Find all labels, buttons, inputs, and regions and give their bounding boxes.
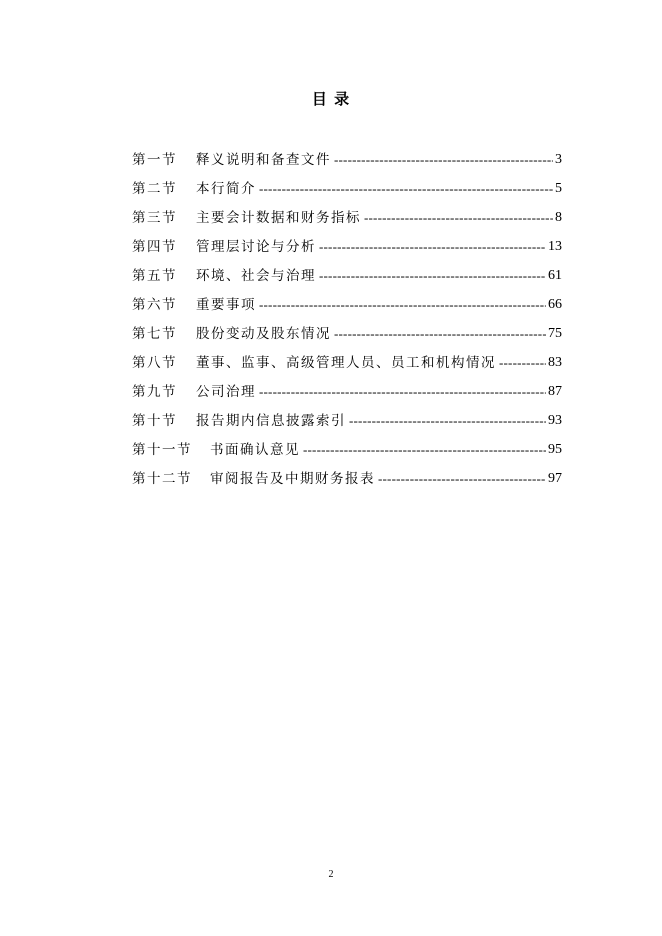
toc-dot-leader <box>259 297 546 313</box>
toc-row-12[interactable] <box>132 464 562 493</box>
toc-dot-leader <box>259 384 546 400</box>
toc-entry-title: 报告期内信息披露索引 <box>196 412 346 429</box>
toc-section-label: 第三节 <box>132 209 177 226</box>
toc-page-number: 3 <box>555 151 562 167</box>
toc-page-number: 5 <box>555 180 562 196</box>
toc-page-number: 95 <box>548 441 562 457</box>
toc-dot-leader <box>378 471 546 487</box>
toc-dot-leader <box>259 181 553 197</box>
toc-section-label: 第十节 <box>132 412 177 429</box>
toc-section-label: 第五节 <box>132 267 177 284</box>
toc-entry-title: 重要事项 <box>196 296 256 313</box>
toc-section-label: 第四节 <box>132 238 177 255</box>
toc-entry-title: 环境、社会与治理 <box>196 267 316 284</box>
toc-section-label: 第十一节 <box>132 441 192 458</box>
toc-page-number: 87 <box>548 383 562 399</box>
toc-row-7[interactable] <box>132 319 562 348</box>
toc-entry-title: 释义说明和备查文件 <box>196 151 331 168</box>
toc-entry-title: 书面确认意见 <box>210 441 300 458</box>
toc-page-number: 13 <box>548 238 562 254</box>
toc-row-1[interactable] <box>132 145 562 174</box>
toc-section-label: 第十二节 <box>132 470 192 487</box>
toc-row-10[interactable] <box>132 406 562 435</box>
toc-dot-leader <box>334 326 546 342</box>
page-title: 目 录 <box>311 90 351 108</box>
toc-page-number: 75 <box>548 325 562 341</box>
toc-page-number: 93 <box>548 412 562 428</box>
toc-row-11[interactable] <box>132 435 562 464</box>
toc-dot-leader <box>303 442 546 458</box>
toc-entry-title: 公司治理 <box>196 383 256 400</box>
toc-page-number: 83 <box>548 354 562 370</box>
page-footer-number: 2 <box>328 869 334 880</box>
toc-entry-title: 本行简介 <box>196 180 256 197</box>
toc-dot-leader <box>319 239 546 255</box>
toc-section-label: 第一节 <box>132 151 177 168</box>
toc-entry-title: 审阅报告及中期财务报表 <box>210 470 375 487</box>
toc-dot-leader <box>364 210 553 226</box>
toc-row-2[interactable] <box>132 174 562 203</box>
toc-row-8[interactable] <box>132 348 562 377</box>
toc-dot-leader <box>499 355 546 371</box>
toc-section-label: 第六节 <box>132 296 177 313</box>
toc-dot-leader <box>349 413 546 429</box>
toc-row-6[interactable] <box>132 290 562 319</box>
toc-section-label: 第二节 <box>132 180 177 197</box>
toc-entry-title: 主要会计数据和财务指标 <box>196 209 361 226</box>
toc-row-9[interactable] <box>132 377 562 406</box>
toc-entry-title: 董事、监事、高级管理人员、员工和机构情况 <box>196 354 496 371</box>
toc-entry-title: 管理层讨论与分析 <box>196 238 316 255</box>
toc-section-label: 第七节 <box>132 325 177 342</box>
table-of-contents <box>132 145 562 493</box>
toc-row-5[interactable] <box>132 261 562 290</box>
toc-page-number: 97 <box>548 470 562 486</box>
toc-row-4[interactable] <box>132 232 562 261</box>
toc-dot-leader <box>334 152 553 168</box>
toc-section-label: 第九节 <box>132 383 177 400</box>
toc-page-number: 8 <box>555 209 562 225</box>
toc-page-number: 61 <box>548 267 562 283</box>
toc-row-3[interactable] <box>132 203 562 232</box>
toc-dot-leader <box>319 268 546 284</box>
toc-entry-title: 股份变动及股东情况 <box>196 325 331 342</box>
toc-section-label: 第八节 <box>132 354 177 371</box>
toc-page-number: 66 <box>548 296 562 312</box>
